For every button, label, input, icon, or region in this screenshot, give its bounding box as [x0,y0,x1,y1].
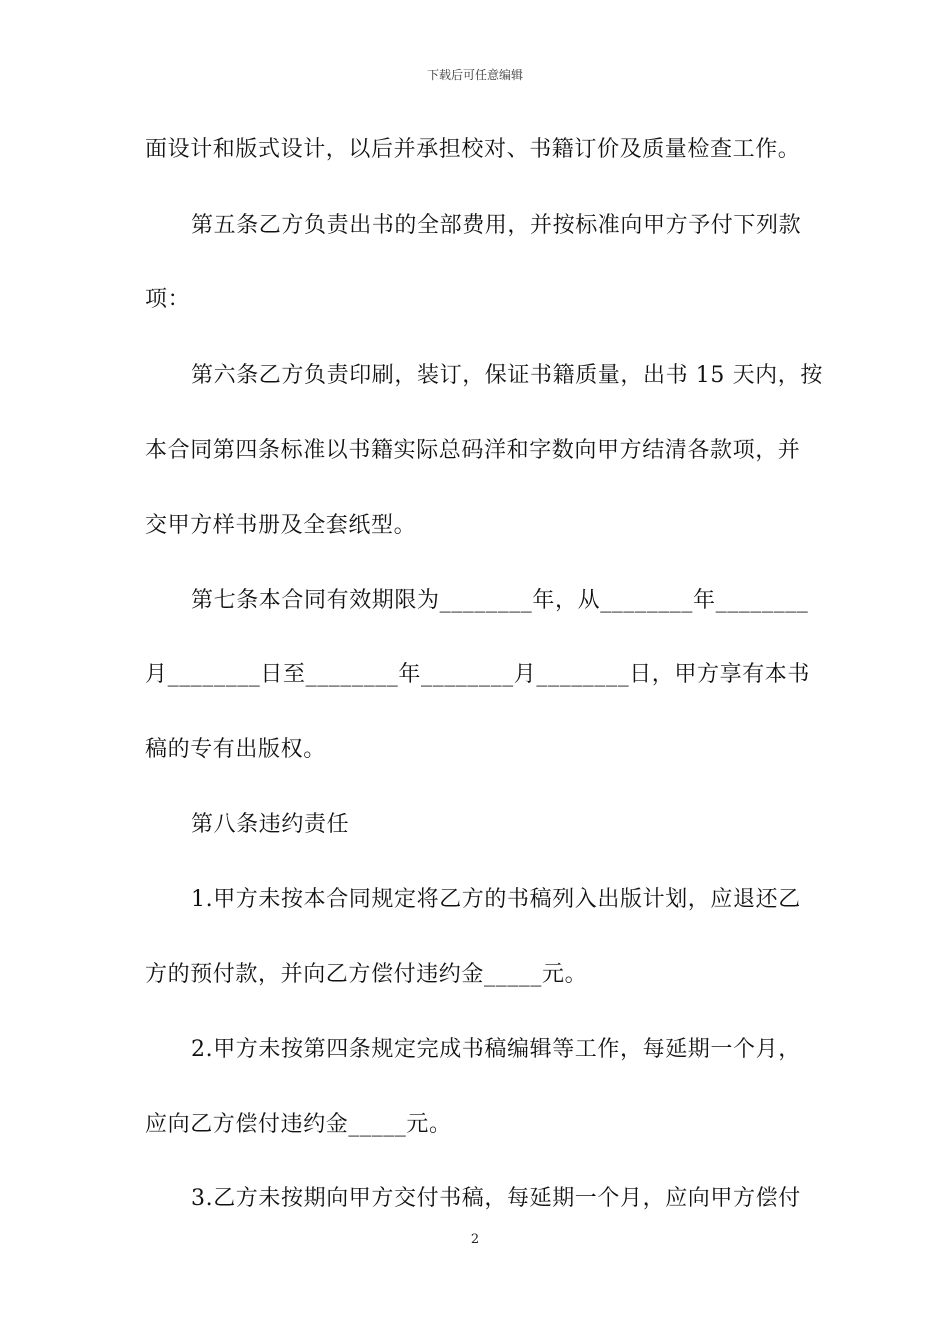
text-line: 稿的专有出版权。 [145,737,326,762]
text-line: 本合同第四条标准以书籍实际总码洋和字数向甲方结清各款项，并 [145,438,801,463]
text-line: 1.甲方未按本合同规定将乙方的书稿列入出版计划，应退还乙 [191,887,801,912]
text-line: 第七条本合同有效期限为________年，从________年________ [191,588,809,613]
text-line: 面设计和版式设计，以后并承担校对、书籍订价及质量检查工作。 [145,137,801,162]
text-line: 第五条乙方负责出书的全部费用，并按标准向甲方予付下列款 [191,213,802,238]
section-heading: 第八条违约责任 [191,812,350,837]
text-line: 交甲方样书册及全套纸型。 [145,513,417,538]
text-line: 应向乙方偿付违约金_____元。 [145,1112,452,1137]
text-line: 方的预付款，并向乙方偿付违约金_____元。 [145,962,588,987]
text-line: 3.乙方未按期向甲方交付书稿，每延期一个月，应向甲方偿付 [191,1186,801,1211]
text-line: 2.甲方未按第四条规定完成书稿编辑等工作，每延期一个月， [191,1037,801,1062]
text-line: 第六条乙方负责印刷，装订，保证书籍质量，出书 15 天内，按 [191,363,823,388]
page-header: 下载后可任意编辑 [426,68,523,82]
text-line: 项： [145,287,191,312]
page-number: 2 [470,1232,480,1247]
text-line: 月________日至________年________月________日，甲方享有本书 [145,662,811,687]
